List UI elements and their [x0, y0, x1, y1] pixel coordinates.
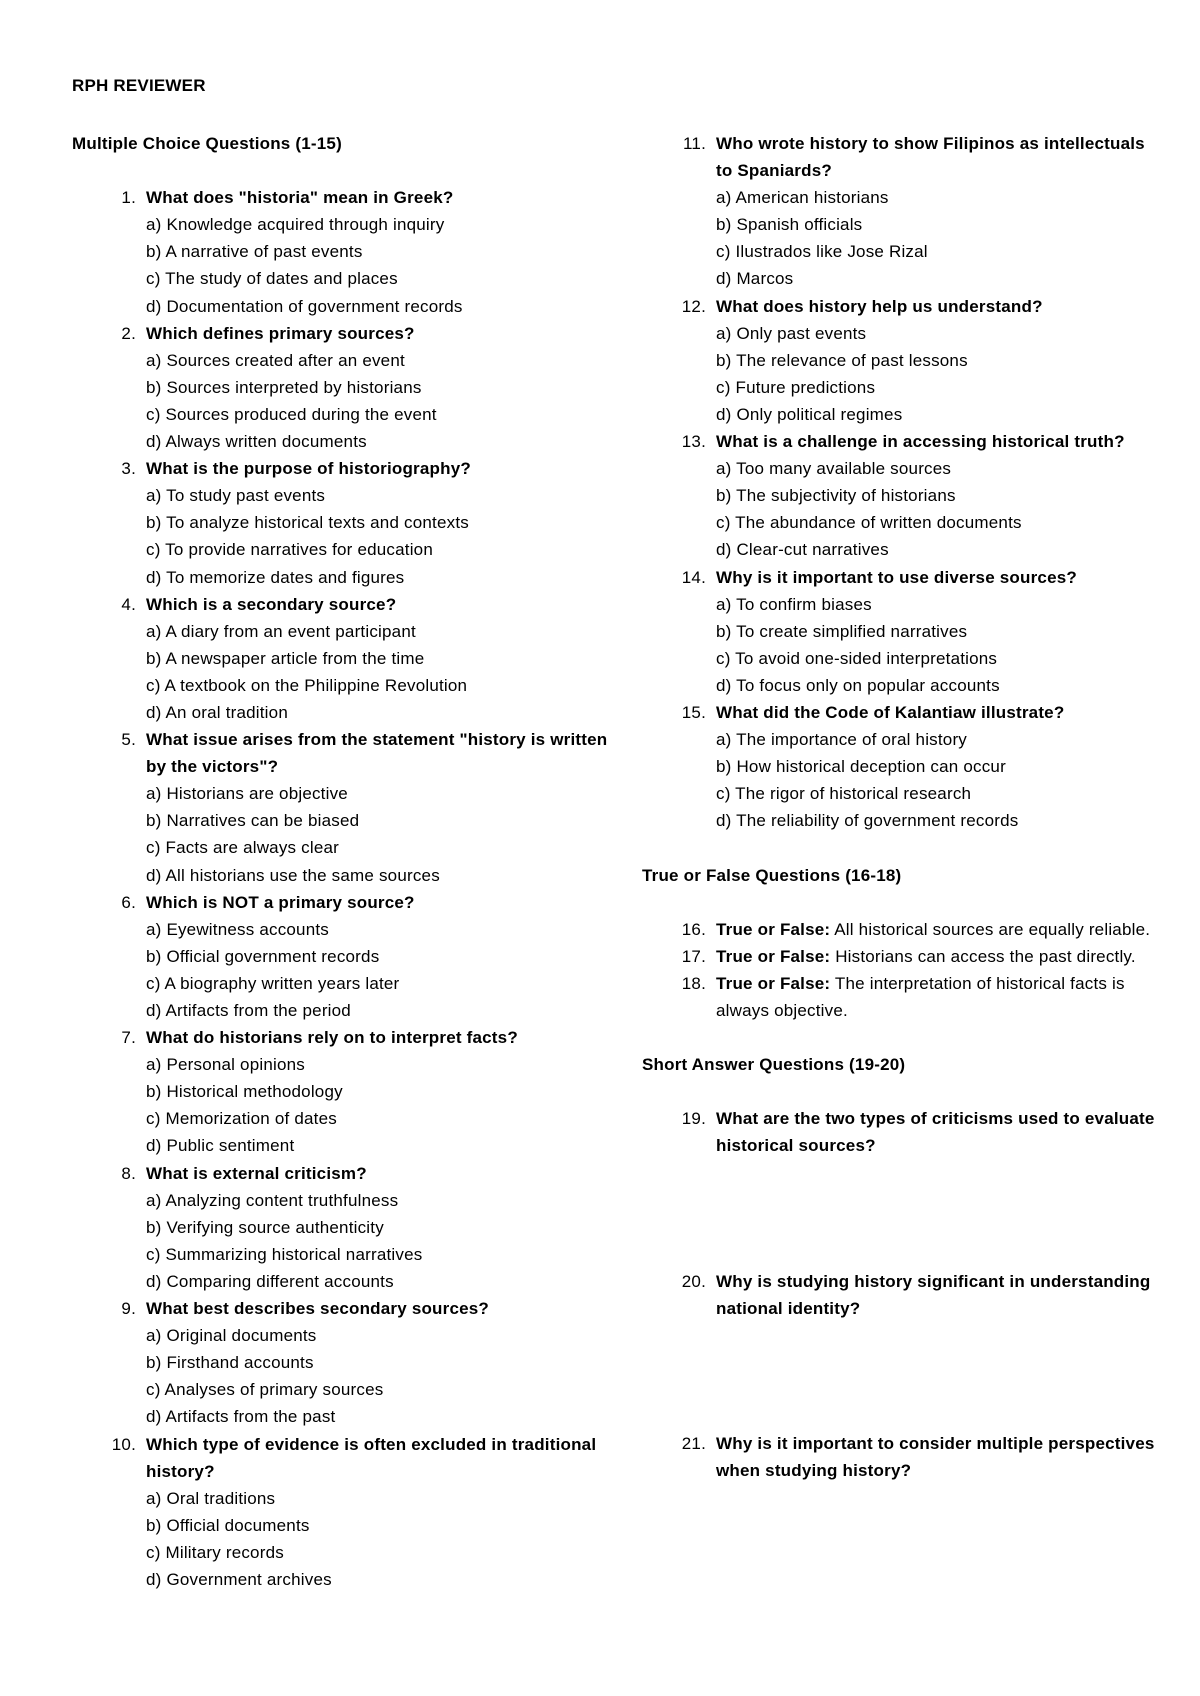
question-number: 20.	[681, 1271, 706, 1291]
short-answer-item	[642, 1105, 1162, 1159]
answer-option: a) To confirm biases	[716, 594, 872, 614]
answer-option: c) Analyses of primary sources	[146, 1380, 384, 1400]
tf-label: True or False:	[716, 973, 831, 993]
answer-option: c) The rigor of historical research	[716, 784, 972, 804]
question-item	[72, 889, 632, 1024]
answer-option: b) To analyze historical texts and contexts	[146, 513, 469, 533]
answer-option: a) To study past events	[146, 486, 326, 506]
question-number: 15.	[681, 702, 706, 722]
question-text: What do historians rely on to interpret facts?	[146, 1028, 518, 1048]
question-text: What issue arises from the statement "history is written by the victors"?	[146, 730, 608, 777]
answer-option: a) American historians	[716, 188, 889, 208]
question-body	[146, 726, 632, 889]
question-body	[146, 591, 632, 726]
question-body	[146, 1024, 632, 1159]
answer-option: d) Always written documents	[146, 432, 367, 452]
answer-option: a) Too many available sources	[716, 459, 952, 479]
question-text: Which is NOT a primary source?	[146, 892, 415, 912]
tf-body	[716, 943, 1162, 970]
question-body	[716, 428, 1162, 563]
answer-option: b) Firsthand accounts	[146, 1353, 314, 1373]
tf-item	[642, 916, 1162, 943]
answer-option: c) Summarizing historical narratives	[146, 1244, 423, 1264]
answer-option: c) To provide narratives for education	[146, 540, 433, 560]
question-number: 8.	[121, 1163, 136, 1183]
question-number: 10.	[111, 1434, 136, 1454]
answer-option: a) Historians are objective	[146, 784, 348, 804]
question-item	[72, 1160, 632, 1295]
answer-option: d) Comparing different accounts	[146, 1271, 394, 1291]
answer-option: a) Oral traditions	[146, 1488, 276, 1508]
question-text: What is external criticism?	[146, 1163, 367, 1183]
document-title: RPH REVIEWER	[72, 76, 206, 95]
answer-option: c) Military records	[146, 1542, 284, 1562]
left-column	[72, 130, 632, 1593]
answer-option: d) To memorize dates and figures	[146, 567, 405, 587]
question-text: Which type of evidence is often excluded in traditional history?	[146, 1434, 597, 1481]
right-column	[642, 130, 1162, 1592]
answer-option: a) Sources created after an event	[146, 350, 405, 370]
question-body	[146, 1431, 632, 1594]
question-body	[716, 130, 1162, 293]
answer-option: d) Only political regimes	[716, 404, 903, 424]
answer-option: c) A textbook on the Philippine Revolution	[146, 675, 468, 695]
question-item	[72, 591, 632, 726]
question-text: What did the Code of Kalantiaw illustrate?	[716, 702, 1065, 722]
question-text: What are the two types of criticisms used to evaluate historical sources?	[716, 1109, 1155, 1156]
question-item	[72, 726, 632, 889]
tf-body	[716, 970, 1162, 1024]
question-body	[146, 320, 632, 455]
answer-option: c) Future predictions	[716, 377, 876, 397]
question-number: 11.	[683, 134, 706, 153]
question-number: 19.	[681, 1109, 706, 1129]
answer-option: c) A biography written years later	[146, 973, 400, 993]
question-body	[716, 293, 1162, 428]
question-item	[642, 130, 1162, 293]
tf-heading: True or False Questions (16-18)	[642, 865, 902, 885]
question-item	[642, 699, 1162, 834]
question-text: Why is studying history significant in understanding national identity?	[716, 1271, 1151, 1318]
answer-option: a) The importance of oral history	[716, 730, 968, 750]
question-body	[146, 889, 632, 1024]
answer-option: d) To focus only on popular accounts	[716, 675, 1000, 695]
tf-statement: All historical sources are equally reliable.	[830, 919, 1151, 939]
answer-option: b) To create simplified narratives	[716, 621, 968, 641]
answer-option: a) Knowledge acquired through inquiry	[146, 215, 445, 235]
answer-option: a) Analyzing content truthfulness	[146, 1190, 399, 1210]
question-body	[716, 1430, 1162, 1484]
mcq-heading: Multiple Choice Questions (1-15)	[72, 134, 342, 153]
question-number: 7.	[121, 1028, 136, 1048]
answer-option: c) The abundance of written documents	[716, 513, 1022, 533]
answer-option: b) Historical methodology	[146, 1082, 343, 1102]
answer-option: a) Eyewitness accounts	[146, 919, 329, 939]
question-text: Why is it important to consider multiple perspectives when studying history?	[716, 1433, 1155, 1480]
question-text: Who wrote history to show Filipinos as intellectuals to Spaniards?	[716, 134, 1145, 181]
answer-option: d) An oral tradition	[146, 702, 288, 722]
question-item	[72, 1024, 632, 1159]
answer-option: c) The study of dates and places	[146, 269, 398, 289]
answer-option: c) Facts are always clear	[146, 838, 339, 858]
question-text: What best describes secondary sources?	[146, 1299, 490, 1319]
mcq-list-right	[642, 130, 1162, 834]
question-number: 6.	[121, 892, 136, 912]
short-answer-item	[642, 1268, 1162, 1322]
answer-option: b) A narrative of past events	[146, 242, 363, 262]
answer-option: d) Marcos	[716, 269, 794, 289]
answer-option: a) A diary from an event participant	[146, 621, 416, 641]
question-text: Why is it important to use diverse sources?	[716, 567, 1077, 587]
answer-option: d) The reliability of government records	[716, 811, 1019, 831]
answer-option: d) Government archives	[146, 1569, 332, 1589]
question-body	[146, 184, 632, 319]
question-number: 21.	[681, 1433, 706, 1453]
question-body	[716, 1105, 1162, 1159]
answer-option: a) Only past events	[716, 323, 867, 343]
question-number: 14.	[681, 567, 706, 587]
tf-item	[642, 970, 1162, 1024]
question-item	[72, 455, 632, 590]
question-number: 4.	[121, 594, 136, 614]
mcq-list-left	[72, 184, 632, 1593]
question-body	[716, 1268, 1162, 1322]
question-item	[642, 293, 1162, 428]
question-body	[146, 1295, 632, 1430]
question-item	[642, 564, 1162, 699]
answer-option: b) How historical deception can occur	[716, 757, 1006, 777]
answer-option: b) Narratives can be biased	[146, 811, 360, 831]
question-text: Which defines primary sources?	[146, 323, 415, 343]
tf-body	[716, 916, 1162, 943]
question-body	[716, 564, 1162, 699]
answer-option: b) Official documents	[146, 1515, 310, 1535]
question-number: 9.	[121, 1299, 136, 1319]
tf-label: True or False:	[716, 919, 831, 939]
answer-option: b) Sources interpreted by historians	[146, 377, 422, 397]
question-item	[642, 428, 1162, 563]
sa-heading: Short Answer Questions (19-20)	[642, 1055, 906, 1075]
answer-option: c) Ilustrados like Jose Rizal	[716, 242, 928, 262]
short-answer-item	[642, 1430, 1162, 1484]
question-text: What does "historia" mean in Greek?	[146, 188, 454, 208]
answer-option: a) Original documents	[146, 1326, 317, 1346]
question-number: 12.	[681, 296, 706, 316]
answer-option: b) The subjectivity of historians	[716, 486, 956, 506]
question-number: 1.	[121, 188, 136, 208]
question-number: 3.	[121, 459, 136, 479]
tf-label: True or False:	[716, 946, 831, 966]
tf-statement: The interpretation of historical facts is always objective.	[716, 973, 1125, 1020]
question-text: Which is a secondary source?	[146, 594, 397, 614]
question-body	[146, 1160, 632, 1295]
answer-option: c) Memorization of dates	[146, 1109, 337, 1129]
answer-option: d) Artifacts from the period	[146, 1001, 351, 1020]
answer-option: c) To avoid one-sided interpretations	[716, 648, 998, 668]
question-number: 18.	[681, 973, 706, 993]
answer-option: a) Personal opinions	[146, 1055, 305, 1075]
answer-option: b) Spanish officials	[716, 215, 863, 235]
answer-option: b) Official government records	[146, 946, 380, 966]
question-item	[72, 320, 632, 455]
answer-option: d) Artifacts from the past	[146, 1407, 336, 1427]
question-item	[72, 184, 632, 319]
answer-option: b) The relevance of past lessons	[716, 350, 968, 370]
question-item	[72, 1295, 632, 1430]
question-text: What does history help us understand?	[716, 296, 1043, 316]
question-number: 16.	[681, 919, 706, 939]
question-body	[146, 455, 632, 590]
answer-option: d) All historians use the same sources	[146, 865, 440, 885]
question-item	[72, 1431, 632, 1594]
question-text: What is a challenge in accessing historical truth?	[716, 432, 1125, 452]
question-body	[716, 699, 1162, 834]
question-text: What is the purpose of historiography?	[146, 459, 471, 479]
answer-option: d) Clear-cut narratives	[716, 540, 889, 560]
answer-option: d) Documentation of government records	[146, 296, 463, 316]
tf-item	[642, 943, 1162, 970]
question-number: 5.	[121, 730, 136, 750]
tf-statement: Historians can access the past directly.	[830, 946, 1136, 966]
answer-option: b) A newspaper article from the time	[146, 648, 425, 668]
question-number: 13.	[681, 432, 706, 452]
question-number: 2.	[121, 323, 136, 343]
question-number: 17.	[681, 946, 706, 966]
tf-list	[642, 916, 1162, 1024]
answer-option: c) Sources produced during the event	[146, 404, 437, 424]
answer-option: b) Verifying source authenticity	[146, 1217, 384, 1237]
sa-list	[642, 1105, 1162, 1484]
answer-option: d) Public sentiment	[146, 1136, 295, 1156]
